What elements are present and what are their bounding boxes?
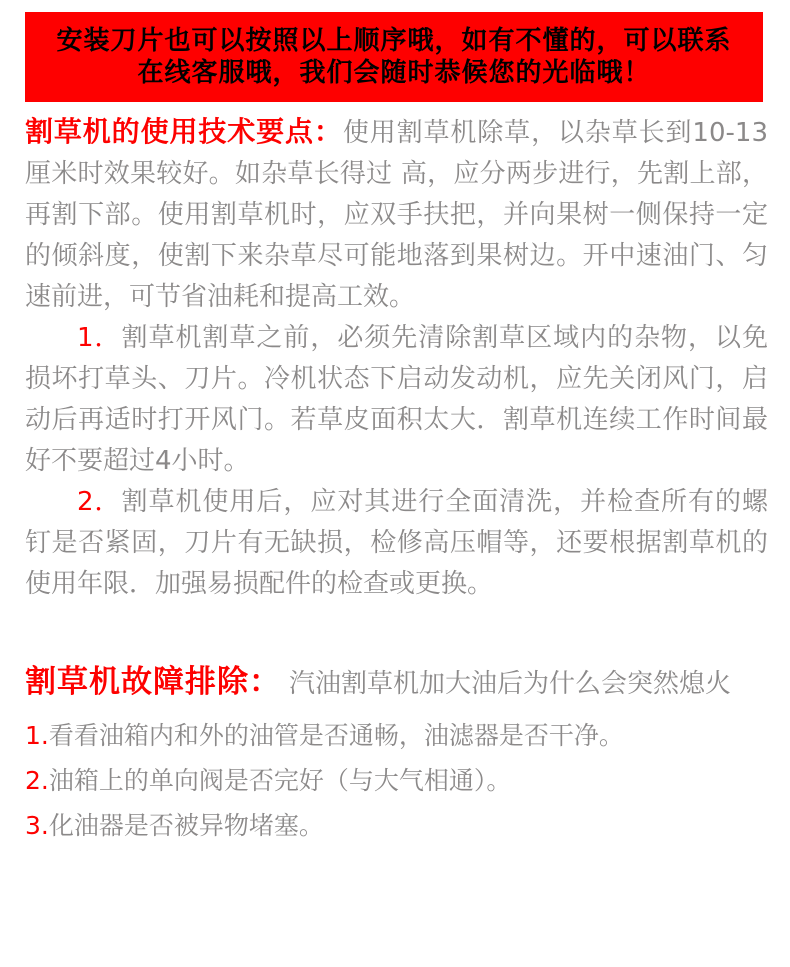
item-number-2: 2. (25, 766, 49, 795)
usage-intro-text: 使用割草机除草，以杂草长到10-13厘米时效果较好。如杂草长得过 高，应分两步进行，先割上部，再割下部。使用割草机时，应双手扶把，并向果树一侧保持一定的倾斜度，使割下来杂草尽可能地落到果树边。开中速油门、匀速前进，可节省油耗和提高工效。 (25, 118, 768, 312)
trouble-heading: 割草机故障排除： (25, 664, 281, 700)
troubleshooting-section (25, 661, 768, 848)
item-text-2: 油箱上的单向阀是否完好（与大气相通）。 (48, 766, 512, 795)
paragraph-text-2: 割草机使用后，应对其进行全面清洗，并检查所有的螺钉是否紧固，刀片有无缺损，检修高压帽等，还要根据割草机的使用年限．加强易损配件的检查或更换。 (25, 487, 768, 599)
promo-banner-line-1: 安装刀片也可以按照以上顺序哦，如有不懂的，可以联系 (56, 26, 732, 56)
usage-paragraph-2 (25, 482, 768, 605)
promo-banner-line-2: 在线客服哦，我们会随时恭候您的光临哦！ (137, 58, 651, 88)
promo-banner (25, 12, 763, 102)
trouble-item-1 (25, 713, 768, 758)
trouble-heading-line (25, 661, 768, 705)
usage-paragraph-1 (25, 318, 768, 482)
trouble-subtitle: 汽油割草机加大油后为什么会突然熄火 (289, 669, 732, 699)
trouble-items (25, 713, 768, 848)
item-number-3: 3. (25, 811, 49, 840)
usage-heading: 割草机的使用技术要点： (25, 115, 343, 148)
paragraph-number-2: 2． (77, 487, 122, 517)
usage-section (25, 111, 768, 605)
paragraph-text-1: 割草机割草之前，必须先清除割草区域内的杂物，以免损坏打草头、刀片。冷机状态下启动发动机，应先关闭风门，启动后再适时打开风门。若草皮面积太大．割草机连续工作时间最好不要超过4小时。 (25, 323, 768, 476)
item-text-1: 看看油箱内和外的油管是否通畅，油滤器是否干净。 (48, 721, 624, 750)
item-text-3: 化油器是否被异物堵塞。 (48, 811, 324, 840)
trouble-item-2 (25, 758, 768, 803)
item-number-1: 1. (25, 721, 49, 750)
paragraph-number-1: 1． (77, 323, 122, 353)
usage-intro-paragraph (25, 111, 768, 318)
trouble-item-3 (25, 803, 768, 848)
description-content (25, 111, 768, 848)
